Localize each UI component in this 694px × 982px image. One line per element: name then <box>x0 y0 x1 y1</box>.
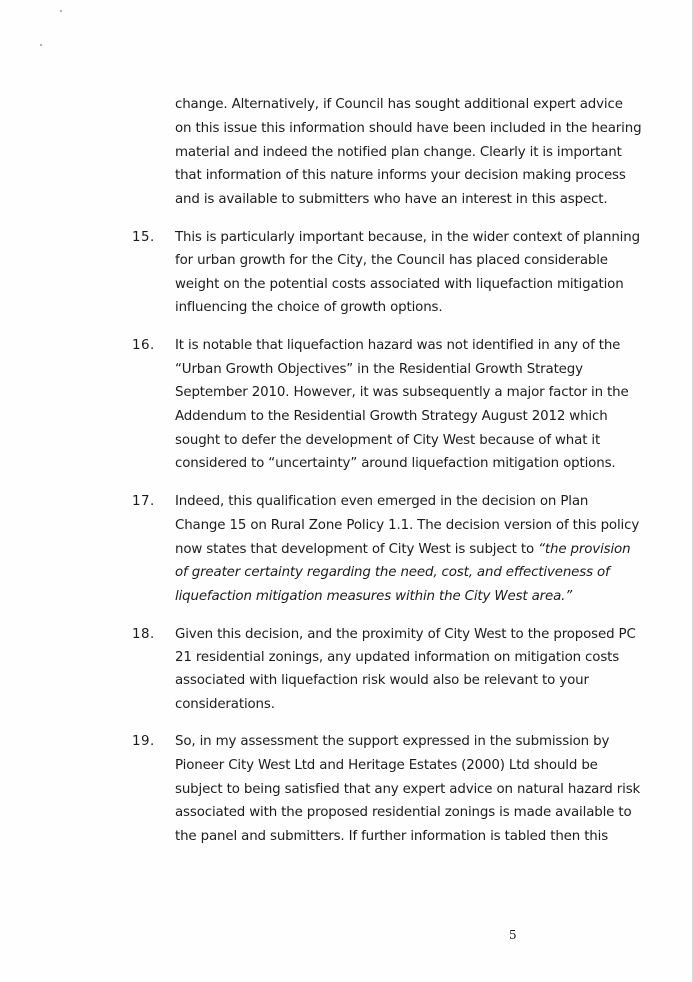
paragraph-number: 19. <box>132 734 155 749</box>
body-line: September 2010. However, it was subsequently a major factor in the <box>175 385 629 400</box>
quoted-line: liquefaction mitigation measures within the City West area.” <box>175 589 573 604</box>
scan-speck <box>40 44 42 46</box>
body-line: This is particularly important because, in the wider context of planning <box>175 230 640 245</box>
body-line: Change 15 on Rural Zone Policy 1.1. The decision version of this policy <box>175 518 640 533</box>
body-line: that information of this nature informs your decision making process <box>175 168 626 183</box>
body-line: weight on the potential costs associated with liquefaction mitigation <box>175 277 624 292</box>
body-line: associated with the proposed residential zonings is made available to <box>175 805 632 820</box>
scan-speck <box>60 10 62 12</box>
body-line: 21 residential zonings, any updated information on mitigation costs <box>175 650 620 665</box>
quoted-text: “the provision <box>534 542 631 557</box>
body-line: Given this decision, and the proximity of City West to the proposed PC <box>175 627 636 642</box>
quoted-line: of greater certainty regarding the need, cost, and effectiveness of <box>175 565 610 580</box>
paragraph-number: 17. <box>132 494 155 509</box>
body-line: the panel and submitters. If further information is tabled then this <box>175 829 609 844</box>
body-line: So, in my assessment the support expressed in the submission by <box>175 734 610 749</box>
body-line: considered to “uncertainty” around liquefaction mitigation options. <box>175 456 616 471</box>
body-line: Indeed, this qualification even emerged in the decision on Plan <box>175 494 589 509</box>
body-line: on this issue this information should have been included in the hearing <box>175 121 642 136</box>
body-line: Addendum to the Residential Growth Strategy August 2012 which <box>175 409 608 424</box>
body-line: for urban growth for the City, the Council has placed considerable <box>175 253 608 268</box>
body-text: now states that development of City West is subject to <box>175 542 535 557</box>
paragraph-number: 15. <box>132 230 155 245</box>
body-line: Pioneer City West Ltd and Heritage Estates (2000) Ltd should be <box>175 758 598 773</box>
body-line: associated with liquefaction risk would also be relevant to your <box>175 673 589 688</box>
paragraph-number: 16. <box>132 338 155 353</box>
body-line: material and indeed the notified plan change. Clearly it is important <box>175 145 622 160</box>
body-line: sought to defer the development of City West because of what it <box>175 433 601 448</box>
body-line: “Urban Growth Objectives” in the Residential Growth Strategy <box>175 362 583 377</box>
paragraph-number: 18. <box>132 627 155 642</box>
body-line <box>175 542 630 558</box>
page-number: 5 <box>509 928 517 942</box>
body-line: subject to being satisfied that any expert advice on natural hazard risk <box>175 782 641 797</box>
body-line: change. Alternatively, if Council has sought additional expert advice <box>175 97 623 112</box>
body-line: It is notable that liquefaction hazard was not identified in any of the <box>175 338 621 353</box>
body-line: considerations. <box>175 697 275 712</box>
body-line: and is available to submitters who have an interest in this aspect. <box>175 192 608 207</box>
body-line: influencing the choice of growth options. <box>175 300 443 315</box>
